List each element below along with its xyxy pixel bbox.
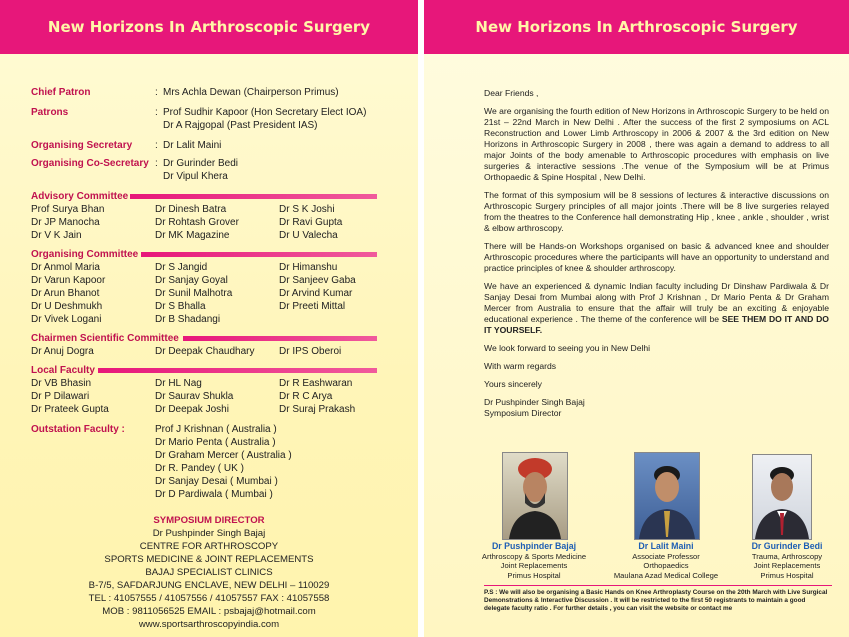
organising-name: Dr Anmol Maria: [31, 262, 100, 273]
organising-name: Dr Varun Kapoor: [31, 275, 106, 286]
photo-lalit-maini: [634, 452, 700, 540]
person-silhouette-icon: [753, 455, 811, 539]
local-name: Dr Saurav Shukla: [155, 391, 234, 402]
organising-name: Dr S Jangid: [155, 262, 208, 273]
patrons-colon: :: [155, 107, 158, 118]
left-header-title: New Horizons In Arthroscopic Surgery: [47, 18, 371, 36]
caption-line: Orthopaedics: [643, 561, 689, 570]
advisory-title: Advisory Committee: [31, 191, 129, 202]
letter-paragraph-4: [484, 281, 829, 336]
advisory-name: Dr U Valecha: [279, 230, 338, 241]
left-header-band: [0, 0, 418, 54]
local-name: Dr Prateek Gupta: [31, 404, 109, 415]
advisory-name: Dr JP Manocha: [31, 217, 100, 228]
chairmen-name: Dr Anuj Dogra: [31, 346, 94, 357]
org-cosecretary-label: Organising Co-Secretary: [31, 158, 149, 169]
person-silhouette-icon: [635, 453, 699, 539]
chief-patron-label: Chief Patron: [31, 87, 91, 98]
patrons-label: Patrons: [31, 107, 69, 118]
director-contact: MOB : 9811056525 EMAIL : psbajaj@hotmail.com: [102, 606, 316, 617]
local-name: Dr Deepak Joshi: [155, 404, 229, 415]
caption-line: Trauma, Arthroscopy: [751, 551, 823, 561]
local-rule: [98, 368, 377, 373]
organising-name: Dr Preeti Mittal: [279, 301, 346, 312]
organising-rule: [141, 252, 377, 257]
advisory-name: Dr S K Joshi: [279, 204, 335, 215]
signature-title: Symposium Director: [484, 408, 562, 418]
caption-line: Primus Hospital: [507, 570, 561, 580]
outstation-name: Prof J Krishnan ( Australia ): [155, 424, 277, 435]
chairmen-name: Dr IPS Oberoi: [279, 346, 342, 357]
outstation-name: Dr Mario Penta ( Australia ): [155, 437, 276, 448]
director-line: CENTRE FOR ARTHROSCOPY: [139, 541, 279, 552]
director-line: BAJAJ SPECIALIST CLINICS: [145, 567, 273, 578]
director-website: www.sportsarthroscopyindia.com: [138, 619, 280, 630]
chairmen-rule: [183, 336, 377, 341]
advisory-name: Dr Dinesh Batra: [155, 204, 227, 215]
director-address: B-7/5, SAFDARJUNG ENCLAVE, NEW DELHI – 110029: [88, 580, 330, 591]
director-line: SPORTS MEDICINE & JOINT REPLACEMENTS: [104, 554, 314, 565]
caption-pushpinder-bajaj: [476, 542, 592, 580]
local-name: Dr R Eashwaran: [279, 378, 353, 389]
outstation-label: Outstation Faculty :: [31, 424, 125, 435]
organising-title: Organising Committee: [31, 249, 139, 260]
letter-paragraph-5: We look forward to seeing you in New Delhi: [484, 343, 651, 353]
caption-line: Maulana Azad Medical College: [613, 570, 719, 580]
local-name: Dr HL Nag: [155, 378, 202, 389]
organising-name: Dr U Deshmukh: [31, 301, 103, 312]
outstation-name: Dr Sanjay Desai ( Mumbai ): [155, 476, 278, 487]
organising-name: Dr S Bhalla: [155, 301, 206, 312]
organising-name: Dr B Shadangi: [155, 314, 221, 325]
org-secretary-label: Organising Secretary: [31, 140, 133, 151]
right-header-title: New Horizons In Arthroscopic Surgery: [475, 18, 798, 36]
chairmen-title: Chairmen Scientific Committee: [31, 333, 179, 344]
chairmen-name: Dr Deepak Chaudhary: [155, 346, 255, 357]
local-name: Dr Suraj Prakash: [279, 404, 356, 415]
advisory-rule: [130, 194, 377, 199]
signature-name: Dr Pushpinder Singh Bajaj: [484, 397, 585, 407]
caption-line: Primus Hospital: [760, 570, 814, 580]
org-secretary-colon: :: [155, 140, 158, 151]
letter-paragraph-3: There will be Hands-on Workshops organised on basic & advanced knee and shoulder Arthroscopic procedures where the participants will have an opportunity to understand and practice principles of knee & shoulder arthroscopy.: [484, 241, 829, 273]
caption-gurinder-bedi: [737, 542, 837, 580]
advisory-name: Dr Rohtash Grover: [155, 217, 239, 228]
letter-paragraph-1: We are organising the fourth edition of New Horizons in Arthroscopic Surgery to be held on 21st – 22nd March in New Delhi . After the success of the first 2 symposiums on ACL Reconstruction and Lower Limb Arthroscopy in 2006 & 2007 & the 3rd edition on New Horizons in Arthroscopic Surgery in 2008 , there was again a demand to address to all major Joints of the body amenable to Arthroscopic procedures with emphasis on live surgeries & interactive sessions .The venue of the Symposium will be at Primus Orthopaedic & Spine Hospital , New Delhi.: [484, 106, 829, 182]
letter-body: [484, 88, 829, 419]
postscript-note: P.S : We will also be organising a Basic Hands on Knee Arthroplasty Course on the 20th March with Live Surgical Demonstrations & Interactive Discussion . It will be restricted to the first 50 registrants to maintain a good delegate faculty ratio . For further details , you can visit the website or contact me: [484, 585, 832, 613]
organising-name: Dr Sunil Malhotra: [155, 288, 233, 299]
outstation-name: Dr D Pardiwala ( Mumbai ): [155, 489, 273, 500]
letter-paragraph-6: With warm regards: [484, 361, 557, 371]
director-title: SYMPOSIUM DIRECTOR: [153, 515, 265, 526]
chief-patron-value: Mrs Achla Dewan (Chairperson Primus): [163, 87, 339, 98]
caption-line: Arthroscopy & Sports Medicine: [481, 551, 587, 561]
org-cosecretary-1: Dr Gurinder Bedi: [163, 158, 239, 169]
organising-name: Dr Arvind Kumar: [279, 288, 353, 299]
local-name: Dr R C Arya: [279, 391, 333, 402]
organising-name: Dr Vivek Logani: [31, 314, 102, 325]
organising-name: Dr Sanjay Goyal: [155, 275, 228, 286]
director-phone: TEL : 41057555 / 41057556 / 41057557 FAX : 41057558: [88, 593, 330, 604]
patron-2: Dr A Rajgopal (Past President IAS): [163, 120, 318, 131]
organising-name: Dr Sanjeev Gaba: [279, 275, 356, 286]
local-name: Dr P Dilawari: [31, 391, 90, 402]
right-header-band: [424, 0, 849, 54]
org-cosecretary-2: Dr Vipul Khera: [163, 171, 228, 182]
caption-line: Joint Replacements: [753, 561, 821, 570]
caption-line: Joint Replacements: [500, 561, 568, 570]
org-secretary-value: Dr Lalit Maini: [163, 140, 222, 151]
caption-name: Dr Pushpinder Bajaj: [491, 541, 577, 551]
caption-name: Dr Lalit Maini: [638, 541, 694, 551]
advisory-name: Prof Surya Bhan: [31, 204, 105, 215]
caption-line: Associate Professor: [632, 551, 700, 561]
caption-lalit-maini: [601, 542, 731, 580]
letter-theme: SEE THEM DO IT AND DO IT YOURSELF.: [484, 314, 829, 335]
outstation-name: Dr Graham Mercer ( Australia ): [155, 450, 292, 461]
person-silhouette-icon: [503, 453, 567, 539]
organising-name: Dr Arun Bhanot: [31, 288, 100, 299]
patron-1: Prof Sudhir Kapoor (Hon Secretary Elect IOA): [163, 107, 367, 118]
letter-paragraph-2: The format of this symposium will be 8 sessions of lectures & interactive discussions on Arthroscopic Surgery principles of all major joints .There will be 8 live surgeries relayed from the theatres to the Conference hall demonstrating Hip , knee , ankle , shoulder , wrist & elbow arthroscopy.: [484, 190, 829, 233]
letter-paragraph-4-text: We have an experienced & dynamic Indian faculty including Dr Dinshaw Pardiwala & Dr Sanjay Desai from Mumbai along with Prof J Krishnan , Dr Mario Penta & Dr Graham Mercer from Australia to ensure that the affair will truly be an exciting & enjoyable educational experience . The theme of the conference will be: [484, 281, 829, 324]
letter-greeting: Dear Friends ,: [484, 88, 539, 98]
org-cosecretary-colon: :: [155, 158, 158, 169]
advisory-name: Dr V K Jain: [31, 230, 82, 241]
organising-name: Dr Himanshu: [279, 262, 338, 273]
letter-paragraph-7: Yours sincerely: [484, 379, 542, 389]
director-line: Dr Pushpinder Singh Bajaj: [152, 528, 266, 539]
advisory-name: Dr MK Magazine: [155, 230, 230, 241]
local-title: Local Faculty: [31, 365, 95, 376]
outstation-name: Dr R. Pandey ( UK ): [155, 463, 244, 474]
local-name: Dr VB Bhasin: [31, 378, 92, 389]
advisory-name: Dr Ravi Gupta: [279, 217, 343, 228]
chief-patron-colon: :: [155, 87, 158, 98]
photo-gurinder-bedi: [752, 454, 812, 540]
caption-name: Dr Gurinder Bedi: [751, 541, 823, 551]
photo-pushpinder-bajaj: [502, 452, 568, 540]
